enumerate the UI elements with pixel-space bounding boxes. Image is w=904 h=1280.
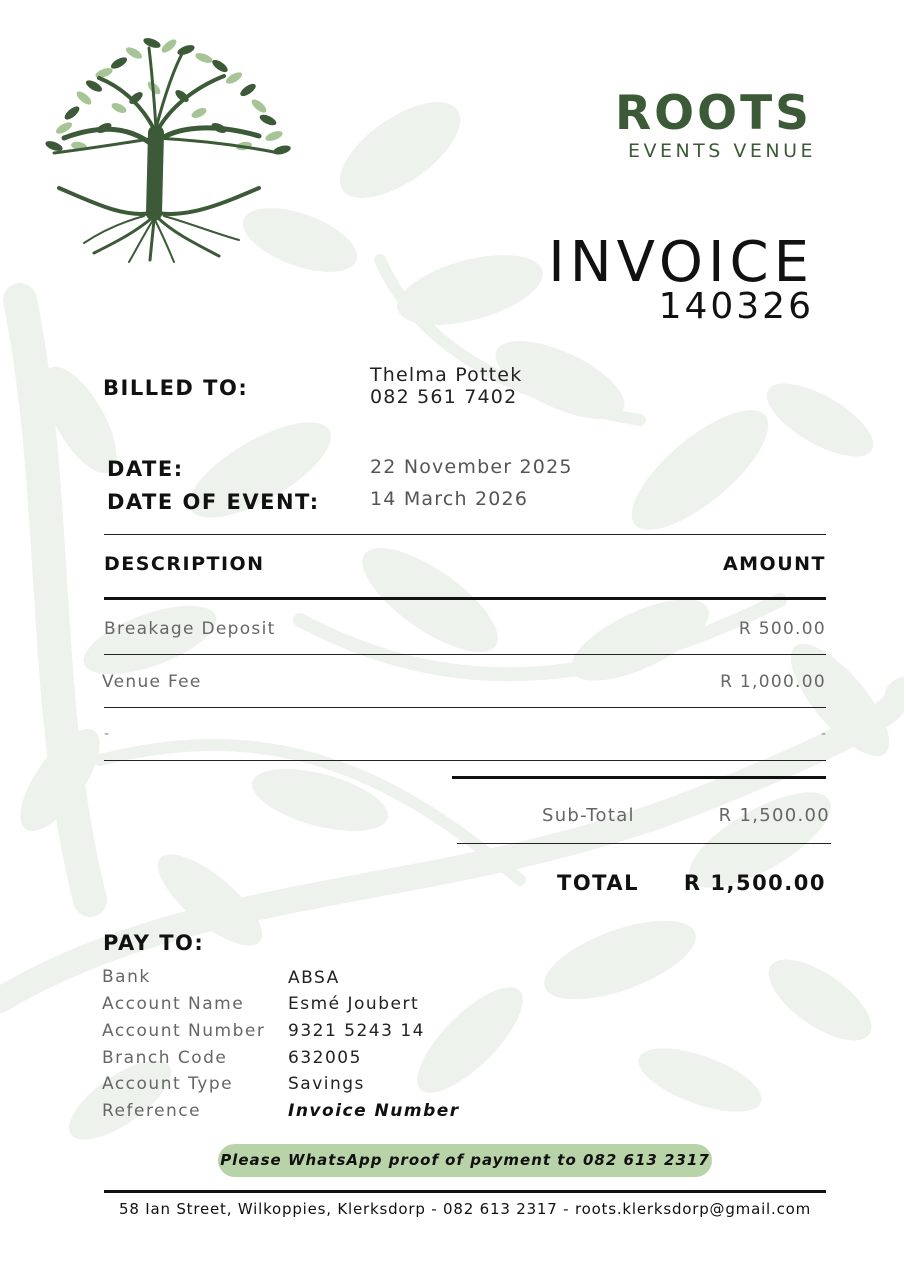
- row-1-description: Breakage Deposit: [104, 619, 276, 639]
- invoice-title: INVOICE: [548, 230, 814, 295]
- invoice-date: 22 November 2025: [370, 456, 573, 478]
- event-date-label: DATE OF EVENT:: [107, 490, 320, 514]
- row-divider: [104, 760, 826, 761]
- footer-contact: 58 Ian Street, Wilkoppies, Klerksdorp - 082 613 2317 - roots.klerksdorp@gmail.com: [118, 1200, 812, 1218]
- total-value: R 1,500.00: [683, 871, 826, 895]
- account-number-label: Account Number: [102, 1021, 266, 1041]
- subtotal-divider: [457, 843, 831, 844]
- client-phone: 082 561 7402: [370, 386, 518, 408]
- event-date: 14 March 2026: [370, 488, 529, 510]
- pay-to-heading: PAY TO:: [103, 931, 205, 955]
- branch-code-value: 632005: [288, 1048, 362, 1068]
- subtotal-rule: [452, 776, 826, 779]
- row-3-description: -: [104, 726, 110, 742]
- date-label: DATE:: [107, 457, 184, 481]
- account-number-value: 9321 5243 14: [288, 1021, 425, 1041]
- payment-notice: Please WhatsApp proof of payment to 082 613 2317: [218, 1144, 712, 1177]
- invoice-number: 140326: [658, 286, 814, 327]
- subtotal-label: Sub-Total: [542, 805, 635, 826]
- subtotal-value: R 1,500.00: [718, 805, 830, 826]
- bank-value: ABSA: [288, 968, 340, 988]
- reference-value: Invoice Number: [288, 1101, 460, 1121]
- billed-to-label: BILLED TO:: [103, 376, 249, 400]
- row-1-amount: R 500.00: [738, 619, 826, 639]
- reference-label: Reference: [102, 1101, 202, 1121]
- row-2-amount: R 1,000.00: [720, 672, 826, 692]
- account-name-value: Esmé Joubert: [288, 994, 420, 1014]
- branch-code-label: Branch Code: [102, 1048, 228, 1068]
- account-type-label: Account Type: [102, 1074, 234, 1094]
- account-type-value: Savings: [288, 1074, 365, 1094]
- header-rule: [104, 597, 826, 600]
- description-header: DESCRIPTION: [104, 553, 265, 575]
- row-divider: [104, 707, 826, 708]
- row-2-description: Venue Fee: [102, 672, 202, 692]
- footer-rule: [104, 1190, 826, 1193]
- bank-label: Bank: [102, 967, 151, 987]
- client-name: Thelma Pottek: [370, 364, 523, 386]
- account-name-label: Account Name: [102, 994, 245, 1014]
- amount-header: AMOUNT: [722, 553, 826, 575]
- row-divider: [104, 654, 826, 655]
- tree-of-life-icon: [24, 28, 294, 264]
- total-label: TOTAL: [557, 871, 640, 895]
- row-3-amount: -: [820, 726, 826, 742]
- divider: [104, 534, 826, 535]
- brand-name: ROOTS: [614, 86, 812, 141]
- brand-subtitle: EVENTS VENUE: [627, 140, 816, 162]
